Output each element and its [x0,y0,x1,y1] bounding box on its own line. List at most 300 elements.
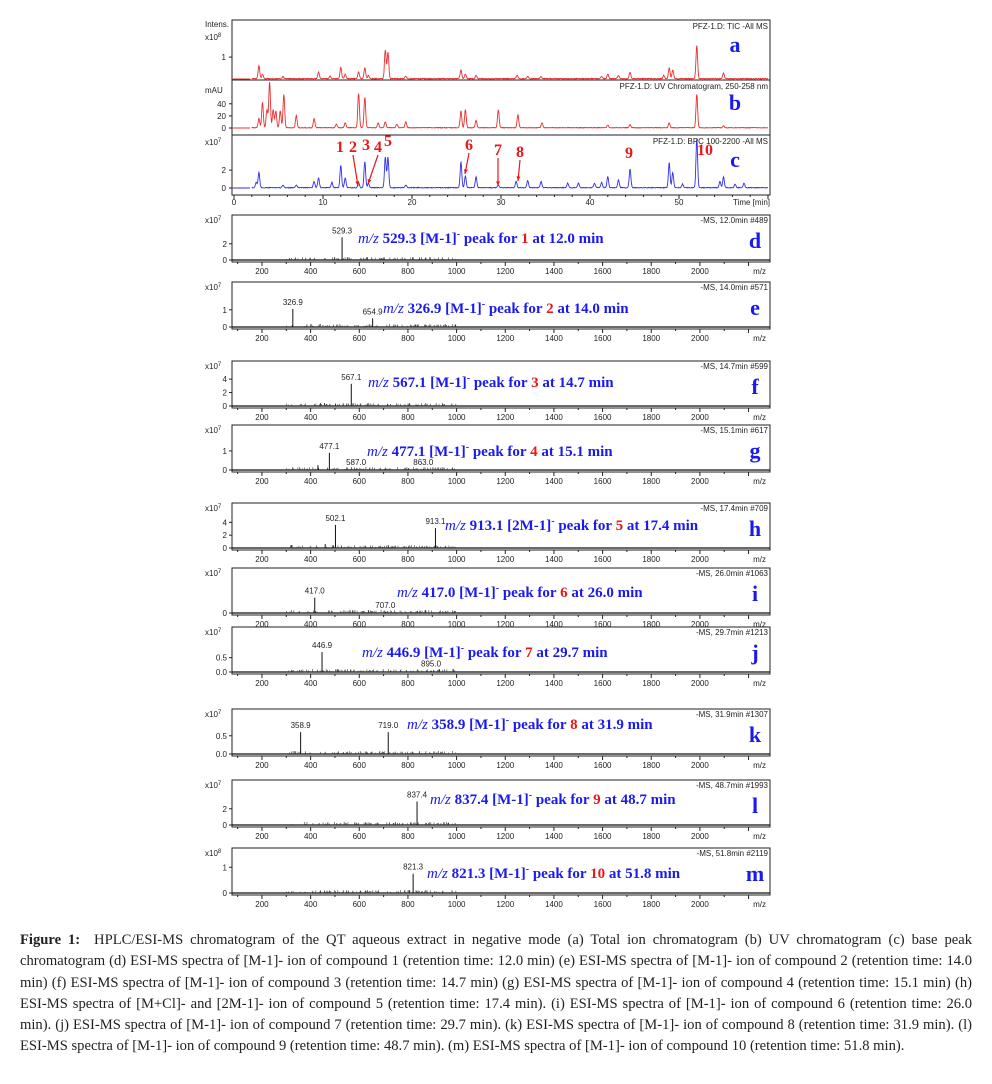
x-tick-label: 0 [231,198,237,207]
annotation-retention-time: at 29.7 min [532,645,608,661]
y-exponent-power: 7 [217,138,222,144]
y-tick-label: 0 [221,184,226,193]
y-tick-label: 0 [222,889,227,898]
annotation-peak-for-text: peak for [532,792,594,808]
x-tick-label: 200 [255,761,269,770]
annotation-peak-for-text: peak for [485,301,547,317]
panel-letter: k [748,722,762,747]
x-tick-label: 1200 [496,679,515,688]
annotation-mz-prefix: m/z [445,518,466,534]
y-tick-label: 0.5 [215,731,227,741]
y-axis-label: Intens. [205,20,230,29]
panel-letter: g [749,438,761,463]
y-exponent-power: 7 [217,628,222,634]
x-tick-label: 800 [401,267,415,276]
x-tick-label: 2000 [691,267,709,276]
y-axis-exponent [205,628,222,637]
annotation-peak-for-text: peak for [509,717,571,733]
y-exponent-power: 7 [217,504,222,510]
x-tick-label: 1800 [642,679,661,688]
x-tick-label: 200 [255,832,269,841]
x-tick-label: 200 [255,620,269,629]
y-tick-label: 0 [222,544,227,553]
x-tick-label: 400 [303,620,318,629]
x-tick-label: 1600 [593,555,612,564]
x-tick-label: 800 [401,477,415,486]
y-exponent-base: x10 [205,710,218,719]
y-exponent-power: 7 [217,362,222,368]
x-tick-label: 600 [352,900,366,909]
x-axis-label: m/z [753,334,766,343]
x-tick-label: 20 [407,198,417,207]
y-exponent-base: x10 [205,504,218,513]
x-axis-label: m/z [753,900,766,909]
annotation-compound-number: 10 [590,866,606,882]
annotation-ion-charge: - [528,790,533,801]
x-tick-label: 1000 [447,413,466,422]
y-exponent-power: 7 [217,781,222,787]
x-tick-label: 1000 [447,761,466,770]
x-tick-label: 1200 [496,555,515,564]
x-tick-label: 1400 [545,267,563,276]
x-tick-label: 800 [401,761,415,770]
y-axis-exponent [205,426,222,435]
annotation-ion-type: [M-1] [445,301,482,317]
annotation-peak-for-text: peak for [470,375,532,391]
x-axis-label: m/z [753,413,766,422]
panel-letter: b [728,90,742,115]
annotation-compound-number: 3 [531,375,539,391]
annotation-mz-value: 417.0 [417,585,460,601]
mass-spectrum-m [205,848,770,909]
chromatogram-b [217,80,770,135]
y-tick-label: 0 [222,466,227,475]
trace-header: PFZ-1.D: BPC 100-2200 -All MS [652,137,768,146]
annotation-mz-prefix: m/z [430,792,451,808]
x-tick-label: 1200 [496,761,515,770]
x-tick-label: 400 [303,832,318,841]
y-exponent-base: x10 [205,283,218,292]
annotation-retention-time: at 31.9 min [577,717,653,733]
y-exponent-base: x10 [205,33,218,42]
spectrum-annotation [445,516,699,534]
x-tick-label: 1800 [642,267,661,276]
x-tick-label: 1200 [496,477,515,486]
peak-number-label: 1 [336,139,344,156]
trace-header: PFZ-1.D: TIC -All MS [692,22,768,31]
y-tick-label: 0 [221,124,226,133]
spectrum-annotation [367,442,613,460]
y-exponent-power: 7 [217,569,222,575]
x-tick-label: 800 [401,555,415,564]
annotation-ion-type: [M-1] [424,645,461,661]
annotation-ion-charge: - [495,583,500,594]
y-axis-exponent [205,362,222,371]
x-tick-label: 1400 [545,477,563,486]
panel-letter: i [751,581,759,606]
x-axis-label: m/z [753,761,766,770]
peak-mz-label: 529.3 [332,226,353,236]
y-axis-exponent [205,569,222,578]
x-tick-label: 1800 [642,761,661,770]
annotation-peak-for-text: peak for [529,866,591,882]
figure-caption [20,930,972,1058]
annotation-ion-type: [M-1] [420,231,457,247]
annotation-ion-charge: - [456,229,461,240]
annotation-ion-charge: - [505,715,510,726]
y-axis-exponent [205,781,222,790]
annotation-ion-type: [M-1] [469,717,506,733]
x-tick-label: 50 [674,198,684,207]
annotation-retention-time: at 51.8 min [605,866,681,882]
x-tick-label: 400 [303,477,318,486]
y-exponent-power: 8 [217,849,222,855]
y-axis-exponent [205,849,222,858]
x-tick-label: 400 [303,334,318,343]
x-tick-label: 1600 [593,761,612,770]
annotation-ion-type: [M-1] [489,866,526,882]
peak-mz-label: 895.0 [421,659,442,669]
y-tick-label: 4 [222,375,227,385]
x-tick-label: 200 [255,477,269,486]
annotation-peak-for-text: peak for [499,585,561,601]
annotation-compound-number: 2 [546,301,554,317]
x-tick-label: 400 [303,413,318,422]
peak-number-label: 5 [384,133,392,150]
x-tick-label: 1400 [545,620,563,629]
x-tick-label: 2000 [691,620,709,629]
x-tick-label: 1800 [642,620,661,629]
x-tick-label: 1000 [447,267,466,276]
x-tick-label: 1600 [593,477,612,486]
y-tick-label: 1 [222,446,227,456]
spectrum-header: -MS, 14.7min #599 [700,362,768,371]
mass-spectrum-k [205,709,770,770]
y-exponent-power: 7 [217,283,222,289]
arrowhead-icon [464,169,468,174]
panel-letter: h [748,516,762,541]
annotation-mz-value: 821.3 [447,866,490,882]
x-tick-label: 2000 [691,334,709,343]
y-exponent-power: 8 [217,33,222,39]
x-tick-label: 1200 [496,267,515,276]
x-axis-label: m/z [753,679,766,688]
y-exponent-base: x10 [205,628,218,637]
x-tick-label: 2000 [691,477,709,486]
x-tick-label: 40 [585,198,595,207]
trace-line [252,139,768,188]
x-tick-label: 600 [352,477,366,486]
peak-number-label: 8 [516,144,524,161]
spectrum-annotation [358,229,604,247]
mass-spectrum-g [205,425,770,486]
peak-arrow [353,155,358,186]
x-tick-label: 1800 [642,477,661,486]
x-tick-label: 2000 [691,555,709,564]
x-tick-label: 1000 [447,334,466,343]
x-tick-label: 10 [318,198,328,207]
peak-number-label: 7 [494,142,502,159]
x-axis-label: m/z [753,555,766,564]
y-tick-label: 20 [217,111,226,121]
x-tick-label: 1600 [593,900,612,909]
peak-number-label: 3 [362,137,370,154]
y-tick-label: 1 [222,863,227,873]
annotation-retention-time: at 14.0 min [553,301,629,317]
peak-mz-label: 913.1 [425,517,446,527]
spectrum-header: -MS, 12.0min #489 [700,216,768,225]
chromatogram-a [222,20,770,80]
peak-number-label: 6 [465,137,473,154]
annotation-peak-for-text: peak for [469,444,531,460]
x-axis-label: m/z [753,267,766,276]
y-axis-exponent [205,283,222,292]
panel-letter: a [729,32,741,57]
y-exponent-base: x10 [205,216,218,225]
y-axis-exponent [205,216,222,225]
panel-letter: j [751,640,759,665]
annotation-mz-prefix: m/z [368,375,389,391]
x-tick-label: 1600 [593,679,612,688]
annotation-peak-for-text: peak for [460,231,522,247]
plot-frame [232,20,770,80]
x-tick-label: 600 [352,620,366,629]
x-tick-label: 1200 [496,832,515,841]
x-tick-label: 200 [255,334,269,343]
x-tick-label: 1000 [447,620,466,629]
x-tick-label: 1400 [545,832,563,841]
peak-mz-label: 502.1 [325,513,346,523]
x-tick-label: 600 [352,334,366,343]
annotation-ion-type: [M-1] [429,444,466,460]
y-axis-exponent [205,138,222,147]
x-tick-label: 1200 [496,334,515,343]
spectrum-annotation [397,583,643,601]
x-tick-label: 1000 [447,477,466,486]
panel-letter: c [730,147,740,172]
x-tick-label: 1000 [447,900,466,909]
annotation-mz-value: 913.1 [465,518,508,534]
annotation-mz-prefix: m/z [362,645,383,661]
spectrum-annotation [362,643,608,661]
x-tick-label: 1400 [545,334,563,343]
annotation-compound-number: 8 [570,717,578,733]
trace-header: PFZ-1.D: UV Chromatogram, 250-258 nm [619,82,768,91]
x-tick-label: 600 [352,555,366,564]
x-tick-label: 1400 [545,679,563,688]
annotation-retention-time: at 12.0 min [528,231,604,247]
peak-mz-label: 707.0 [375,600,396,610]
mass-spectrum-d [205,215,770,276]
annotation-mz-value: 326.9 [403,301,446,317]
peak-mz-label: 587.0 [346,458,367,468]
peak-mz-label: 326.9 [282,297,303,307]
x-tick-label: 1000 [447,679,466,688]
y-exponent-base: x10 [205,138,218,147]
spectrum-annotation [427,864,681,882]
y-tick-label: 2 [222,531,227,541]
annotation-ion-charge: - [551,516,555,527]
y-exponent-power: 7 [217,426,222,432]
y-tick-label: 2 [221,166,226,176]
y-tick-label: 2 [222,804,227,814]
annotation-mz-prefix: m/z [367,444,388,460]
x-tick-label: 1800 [642,334,661,343]
x-tick-label: 800 [401,900,415,909]
x-axis-label: m/z [753,477,766,486]
annotation-mz-value: 567.1 [388,375,431,391]
annotation-ion-charge: - [525,864,530,875]
panel-letter: m [745,861,765,886]
x-tick-label: 1600 [593,832,612,841]
peak-number-label: 2 [349,139,357,156]
y-exponent-base: x10 [205,781,218,790]
peak-mz-label: 837.4 [407,790,428,800]
x-tick-label: 400 [303,761,318,770]
annotation-compound-number: 6 [560,585,568,601]
spectrum-header: -MS, 51.8min #2119 [696,849,768,858]
annotation-mz-prefix: m/z [427,866,448,882]
x-tick-label: 600 [352,832,366,841]
y-exponent-base: x10 [205,426,218,435]
y-tick-label: 0.0 [215,750,227,759]
peak-mz-label: 863.0 [413,458,434,468]
caption-label: Figure 1: [20,932,81,948]
annotation-retention-time: at 15.1 min [537,444,613,460]
x-tick-label: 1600 [593,334,612,343]
y-tick-label: 0 [222,323,227,332]
y-tick-label: 2 [222,388,227,398]
spectrum-annotation [407,715,653,733]
x-tick-label: 800 [401,832,415,841]
annotation-compound-number: 5 [615,518,624,534]
panel-letter: d [748,228,762,253]
peak-mz-label: 477.1 [319,441,340,451]
peak-mz-label: 654.9 [362,307,383,317]
mass-spectrum-e [205,282,770,343]
spectrum-header: -MS, 48.7min #1993 [695,781,768,790]
annotation-compound-number: 1 [521,231,529,247]
annotation-mz-value: 477.1 [387,444,430,460]
peak-number-label: 9 [625,145,633,162]
x-tick-label: 600 [352,679,366,688]
x-tick-label: 30 [496,198,506,207]
x-tick-label: 1800 [642,413,661,422]
annotation-ion-charge: - [481,299,486,310]
x-tick-label: 200 [255,555,269,564]
x-tick-label: 1600 [593,267,612,276]
annotation-ion-type: [M-1] [459,585,496,601]
panel-letter: l [751,793,759,818]
mass-spectrum-i [205,568,770,629]
x-tick-label: 1600 [593,413,612,422]
y-axis-exponent [205,710,222,719]
x-tick-label: 1400 [545,761,563,770]
x-tick-label: 200 [255,413,269,422]
trace-line [252,46,768,79]
x-tick-label: 400 [303,555,318,564]
x-tick-label: 2000 [691,761,709,770]
peak-mz-label: 417.0 [304,586,325,596]
y-tick-label: 0.0 [215,668,227,677]
annotation-compound-number: 7 [525,645,533,661]
peak-number-label: 10 [697,142,713,159]
mass-spectrum-j [205,627,770,688]
spectrum-header: -MS, 14.0min #571 [700,283,768,292]
x-tick-label: 200 [255,679,269,688]
x-tick-label: 2000 [691,413,709,422]
x-axis-label: m/z [753,620,766,629]
x-tick-label: 1200 [496,620,515,629]
x-tick-label: 600 [352,761,366,770]
peak-mz-label: 719.0 [378,721,399,731]
y-exponent-base: x10 [205,362,218,371]
spectrum-annotation [430,790,676,808]
y-axis-label: mAU [205,86,223,95]
annotation-mz-prefix: m/z [397,585,418,601]
arrowhead-icon [368,179,372,184]
y-tick-label: 40 [217,99,226,109]
annotation-mz-value: 529.3 [378,231,421,247]
annotation-ion-charge: - [466,373,471,384]
peak-mz-label: 821.3 [403,862,424,872]
spectrum-header: -MS, 15.1min #617 [700,426,768,435]
x-tick-label: 1200 [496,900,515,909]
peak-number-label: 4 [374,139,382,156]
panel-letter: f [751,374,759,399]
y-exponent-base: x10 [205,569,218,578]
x-tick-label: 400 [303,267,318,276]
spectrum-header: -MS, 17.4min #709 [700,504,768,513]
arrowhead-icon [496,181,500,186]
annotation-compound-number: 4 [530,444,538,460]
mass-spectrum-h [205,503,770,564]
x-tick-label: 1800 [642,555,661,564]
y-tick-label: 0 [222,609,227,618]
y-exponent-power: 7 [217,710,222,716]
panel-letter: e [750,295,760,320]
x-tick-label: 1000 [447,832,466,841]
x-tick-label: 800 [401,413,415,422]
peak-mz-label: 567.1 [341,372,362,382]
annotation-mz-prefix: m/z [358,231,379,247]
annotation-mz-prefix: m/z [383,301,404,317]
x-tick-label: 2000 [691,832,709,841]
x-tick-label: 200 [255,267,269,276]
y-axis-exponent [205,33,222,42]
x-axis-label: m/z [753,832,766,841]
x-tick-label: 600 [352,413,366,422]
annotation-ion-charge: - [465,442,470,453]
annotation-retention-time: at 14.7 min [538,375,614,391]
x-tick-label: 800 [401,334,415,343]
mass-spectrum-l [205,780,770,841]
x-tick-label: 400 [303,679,318,688]
annotation-retention-time: at 26.0 min [567,585,643,601]
annotation-retention-time: at 48.7 min [600,792,676,808]
annotation-ion-type: [2M-1] [507,518,552,534]
x-tick-label: 2000 [691,900,709,909]
y-axis-exponent [205,504,222,513]
annotation-compound-number: 9 [593,792,601,808]
x-axis-label: Time [min] [732,198,770,207]
x-tick-label: 1800 [642,900,661,909]
y-tick-label: 1 [222,305,227,315]
y-exponent-power: 7 [217,216,222,222]
annotation-mz-value: 446.9 [382,645,425,661]
spectrum-header: -MS, 31.9min #1307 [695,710,768,719]
peak-mz-label: 446.9 [312,640,333,650]
